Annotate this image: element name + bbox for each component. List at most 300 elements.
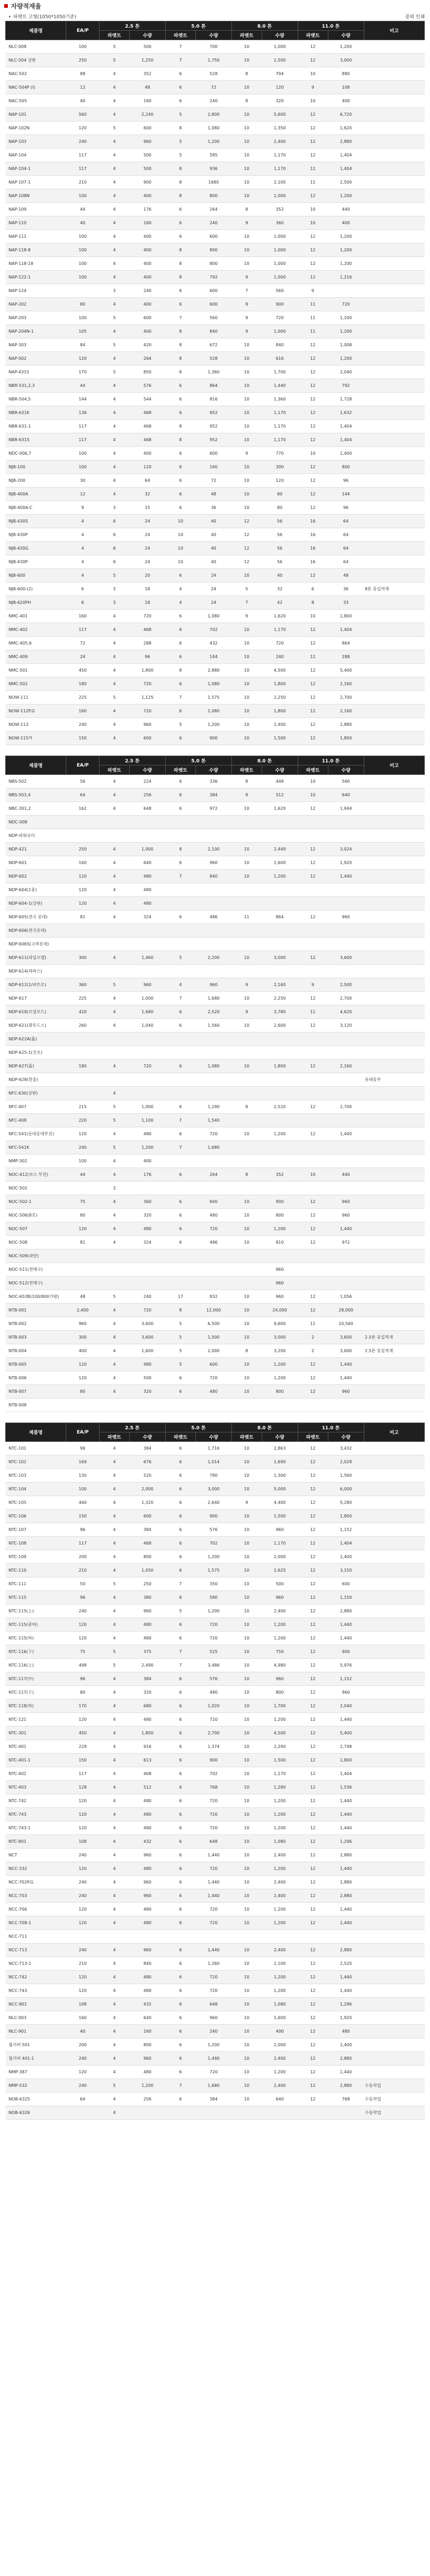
note-cell — [364, 992, 424, 1005]
note-cell — [364, 1100, 424, 1114]
value-cell — [328, 1114, 364, 1127]
value-cell: 12 — [298, 433, 328, 447]
table-row — [6, 637, 425, 650]
product-name-cell: NAP-111 — [6, 230, 66, 244]
value-cell: 4 — [99, 1957, 129, 1971]
value-cell: 800 — [262, 1686, 298, 1699]
value-cell: 1,080 — [195, 677, 231, 691]
table-header: 2.5 톤 — [99, 21, 165, 31]
value-cell: 12 — [298, 992, 328, 1005]
value-cell: 2,748 — [328, 1740, 364, 1754]
value-cell: 120 — [66, 1916, 99, 1930]
note-cell — [364, 54, 424, 67]
value-cell: 1,152 — [328, 1672, 364, 1686]
value-cell: 12 — [298, 40, 328, 54]
note-cell — [364, 555, 424, 569]
note-cell — [364, 311, 424, 325]
table-row — [6, 1903, 425, 1916]
value-cell: 4 — [99, 718, 129, 732]
table-row — [6, 856, 425, 870]
value-cell: 3,600 — [130, 1331, 166, 1344]
value-cell: 1,000 — [130, 843, 166, 856]
product-name-cell: NBS-503,4 — [6, 788, 66, 802]
value-cell: 120 — [66, 1358, 99, 1371]
value-cell: 640 — [262, 2093, 298, 2106]
value-cell: 12 — [298, 1984, 328, 1998]
value-cell — [328, 2106, 364, 2120]
value-cell: 2,449 — [262, 843, 298, 856]
value-cell: 4 — [99, 610, 129, 623]
note-cell — [364, 569, 424, 582]
value-cell: 12 — [298, 569, 328, 582]
value-cell: 500 — [262, 1577, 298, 1591]
value-cell: 864 — [262, 910, 298, 924]
value-cell: 1,500 — [262, 1754, 298, 1767]
value-cell: 720 — [195, 1127, 231, 1141]
value-cell: 10 — [231, 1903, 262, 1916]
value-cell: 2,600 — [262, 1019, 298, 1032]
product-name-cell: NMC-405,6 — [6, 637, 66, 650]
note-cell — [364, 1046, 424, 1060]
value-cell: 1,350 — [262, 121, 298, 135]
product-name-cell: NTC-102 — [6, 1455, 66, 1469]
value-cell: 1,800 — [328, 732, 364, 745]
product-name-cell: NTC-108 — [6, 1537, 66, 1550]
value-cell: 600 — [130, 1510, 166, 1523]
note-cell — [364, 1835, 424, 1849]
value-cell: 4 — [99, 1550, 129, 1564]
value-cell: 400 — [130, 298, 166, 311]
product-name-cell: NJB-430G — [6, 542, 66, 555]
value-cell: 10 — [231, 366, 262, 379]
value-cell: 6 — [165, 460, 195, 474]
value-cell: 8 — [165, 271, 195, 284]
product-name-cell: NJB-200 — [6, 474, 66, 488]
value-cell: 8 — [165, 162, 195, 176]
value-cell: 864 — [328, 637, 364, 650]
value-cell: 4 — [99, 1344, 129, 1358]
table-header: 11.0 톤 — [298, 21, 364, 31]
note-cell — [364, 1005, 424, 1019]
note-cell — [364, 596, 424, 610]
value-cell: 3,600 — [328, 951, 364, 965]
value-cell: 12 — [298, 1645, 328, 1659]
value-cell: 10 — [231, 406, 262, 420]
value-cell: 4 — [99, 870, 129, 883]
value-cell: 768 — [195, 1781, 231, 1794]
value-cell: 130 — [66, 1469, 99, 1483]
table-row — [6, 677, 425, 691]
value-cell: 4 — [99, 1564, 129, 1577]
value-cell: 6 — [165, 1168, 195, 1182]
product-name-cell: NTC-104 — [6, 1483, 66, 1496]
table-header: 2.5 톤 — [99, 756, 165, 765]
value-cell: 480 — [130, 1794, 166, 1808]
table-header: EA/P — [66, 1423, 99, 1442]
value-cell: 4 — [99, 732, 129, 745]
value-cell: 5 — [165, 1331, 195, 1344]
table-header: 제품명 — [6, 1423, 66, 1442]
table-row — [6, 1371, 425, 1385]
table-header: 파렛트 — [298, 1432, 328, 1442]
value-cell: 12 — [298, 1523, 328, 1537]
value-cell: 1,440 — [328, 2065, 364, 2079]
value-cell: 720 — [195, 1971, 231, 1984]
value-cell — [298, 883, 328, 897]
value-cell: 1,404 — [328, 1767, 364, 1781]
note-cell — [364, 704, 424, 718]
value-cell: 12 — [298, 488, 328, 501]
value-cell: 672 — [195, 338, 231, 352]
product-name-cell: NDP-617 — [6, 992, 66, 1005]
value-cell: 170 — [66, 366, 99, 379]
value-cell: 12 — [298, 664, 328, 677]
value-cell: 6 — [165, 910, 195, 924]
value-cell: 10 — [231, 1195, 262, 1209]
product-name-cell: NOW-111 — [6, 691, 66, 704]
value-cell: 10 — [298, 67, 328, 81]
table-row — [6, 2106, 425, 2120]
value-cell: 8 — [165, 338, 195, 352]
note-cell — [364, 1849, 424, 1862]
note-cell — [364, 1930, 424, 1943]
table-row — [6, 1385, 425, 1399]
value-cell: 4 — [99, 1672, 129, 1686]
value-cell: 10 — [231, 1672, 262, 1686]
note-cell — [364, 149, 424, 162]
value-cell: 81 — [66, 910, 99, 924]
value-cell: 720 — [195, 1903, 231, 1916]
note-cell — [364, 610, 424, 623]
value-cell: 12 — [298, 1903, 328, 1916]
product-name-cell: NJB-430P — [6, 555, 66, 569]
value-cell: 42 — [262, 596, 298, 610]
value-cell: 1,080 — [195, 610, 231, 623]
value-cell: 480 — [130, 897, 166, 910]
product-name-cell: NCC-801 — [6, 1998, 66, 2011]
table-header: 수량 — [328, 31, 364, 40]
value-cell: 3 — [99, 501, 129, 515]
value-cell: 2,880 — [328, 1605, 364, 1618]
note-cell — [364, 1277, 424, 1290]
product-name-cell: NTC-115 — [6, 1591, 66, 1605]
value-cell: 4 — [99, 298, 129, 311]
value-cell: 720 — [195, 1222, 231, 1236]
note-cell — [364, 1645, 424, 1659]
value-cell: 4 — [66, 542, 99, 555]
note-cell — [364, 1510, 424, 1523]
value-cell: 7 — [165, 870, 195, 883]
value-cell: 952 — [195, 433, 231, 447]
value-cell: 56 — [262, 542, 298, 555]
value-cell: 4 — [99, 406, 129, 420]
value-cell: 4 — [99, 1781, 129, 1794]
value-cell: 10 — [231, 176, 262, 189]
value-cell: 4 — [99, 1168, 129, 1182]
value-cell: 120 — [66, 897, 99, 910]
value-cell: 3,000 — [262, 951, 298, 965]
note-cell — [364, 2038, 424, 2052]
note-cell — [364, 94, 424, 108]
product-name-cell: NTC-115(上) — [6, 1605, 66, 1618]
note-cell — [364, 691, 424, 704]
value-cell: 24,000 — [262, 1304, 298, 1317]
table-row — [6, 1455, 425, 1469]
value-cell: 4 — [99, 623, 129, 637]
value-cell: 468 — [130, 420, 166, 433]
value-cell: 8 — [165, 176, 195, 189]
value-cell: 10 — [231, 732, 262, 745]
note-cell — [364, 718, 424, 732]
value-cell — [165, 1399, 195, 1412]
value-cell: 12 — [298, 1469, 328, 1483]
value-cell: 12 — [298, 1971, 328, 1984]
load-rate-table — [5, 756, 425, 1412]
value-cell: 1,200 — [130, 1141, 166, 1155]
value-cell: 10 — [231, 1618, 262, 1632]
value-cell: 64 — [328, 528, 364, 542]
value-cell: 10 — [231, 1686, 262, 1699]
value-cell: 480 — [130, 1632, 166, 1645]
product-name-cell: NDP-628(한울) — [6, 1073, 66, 1087]
value-cell: 10 — [231, 992, 262, 1005]
value-cell: 1,560 — [328, 1469, 364, 1483]
product-name-cell: NTC-121 — [6, 1713, 66, 1727]
value-cell: 10 — [231, 54, 262, 67]
value-cell: 1,536 — [328, 1781, 364, 1794]
value-cell — [262, 1141, 298, 1155]
product-name-cell: NOC-512(전매구) — [6, 1277, 66, 1290]
value-cell — [262, 924, 298, 938]
table-row — [6, 1358, 425, 1371]
value-cell: 2,520 — [328, 1957, 364, 1971]
value-cell: 10 — [231, 1019, 262, 1032]
table-row — [6, 1249, 425, 1263]
value-cell: 4 — [99, 897, 129, 910]
value-cell: 2,400 — [328, 1550, 364, 1564]
value-cell: 6 — [165, 623, 195, 637]
table-row — [6, 1659, 425, 1672]
value-cell: 12 — [298, 244, 328, 257]
value-cell — [328, 816, 364, 829]
value-cell: 40 — [195, 542, 231, 555]
value-cell — [66, 965, 99, 978]
table-row — [6, 189, 425, 203]
product-name-cell: NMC-401 — [6, 610, 66, 623]
table-row — [6, 271, 425, 284]
value-cell: 120 — [66, 1713, 99, 1727]
value-cell: 1,440 — [195, 1849, 231, 1862]
value-cell: 7 — [165, 992, 195, 1005]
value-cell: 4 — [99, 1469, 129, 1483]
note-cell — [364, 1141, 424, 1155]
value-cell: 4 — [99, 677, 129, 691]
note-cell — [364, 1114, 424, 1127]
product-name-cell: NDP-618(로열로드) — [6, 1005, 66, 1019]
value-cell: 960 — [262, 1672, 298, 1686]
value-cell: 9 — [231, 298, 262, 311]
value-cell: 12 — [298, 135, 328, 149]
value-cell: 5,600 — [262, 108, 298, 121]
note-cell — [364, 924, 424, 938]
value-cell — [328, 1182, 364, 1195]
value-cell: 432 — [130, 1998, 166, 2011]
value-cell: 12 — [298, 2011, 328, 2025]
product-name-cell: NTC-401-1 — [6, 1754, 66, 1767]
value-cell: 720 — [195, 1984, 231, 1998]
product-name-cell: NBR-631-1 — [6, 420, 66, 433]
value-cell: 12 — [298, 1835, 328, 1849]
note-cell — [364, 1455, 424, 1469]
value-cell — [195, 816, 231, 829]
value-cell: 2,520 — [262, 1100, 298, 1114]
print-link[interactable]: 중외 인쇄 — [405, 14, 425, 20]
value-cell: 3,600 — [328, 1331, 364, 1344]
value-cell: 2,160 — [328, 704, 364, 718]
table-row — [6, 732, 425, 745]
value-cell: 6 — [165, 1060, 195, 1073]
value-cell: 800 — [195, 244, 231, 257]
value-cell: 4 — [99, 1713, 129, 1727]
value-cell — [165, 1277, 195, 1290]
value-cell: 10 — [231, 149, 262, 162]
value-cell: 6 — [165, 732, 195, 745]
value-cell: 1,440 — [328, 1821, 364, 1835]
value-cell: 640 — [130, 2011, 166, 2025]
table-row — [6, 1916, 425, 1930]
value-cell: 3,780 — [262, 1005, 298, 1019]
value-cell: 6 — [165, 230, 195, 244]
table-row — [6, 816, 425, 829]
value-cell: 9 — [231, 311, 262, 325]
value-cell: 1,000 — [262, 230, 298, 244]
value-cell: 100 — [66, 244, 99, 257]
value-cell: 2,160 — [262, 978, 298, 992]
value-cell: 7 — [165, 311, 195, 325]
table-header: 파렛트 — [99, 765, 129, 775]
value-cell: 6 — [165, 1195, 195, 1209]
value-cell: 1,170 — [262, 406, 298, 420]
product-name-cell: NLC-504 상판 — [6, 54, 66, 67]
table-row — [6, 1304, 425, 1317]
note-cell — [364, 1591, 424, 1605]
value-cell: 528 — [195, 67, 231, 81]
value-cell: 6 — [165, 1222, 195, 1236]
table-header: 제품명 — [6, 756, 66, 775]
note-cell — [364, 1127, 424, 1141]
value-cell: 1,200 — [195, 1550, 231, 1564]
value-cell: 640 — [328, 788, 364, 802]
value-cell: 10 — [231, 718, 262, 732]
value-cell: 72 — [195, 81, 231, 94]
value-cell — [298, 938, 328, 951]
value-cell: 525 — [195, 1645, 231, 1659]
value-cell: 2,400 — [66, 1304, 99, 1317]
value-cell: 12 — [298, 1808, 328, 1821]
value-cell: 800 — [130, 1550, 166, 1564]
value-cell — [328, 1277, 364, 1290]
value-cell: 150 — [66, 1510, 99, 1523]
value-cell: 1,200 — [262, 1632, 298, 1645]
value-cell: 4 — [99, 189, 129, 203]
value-cell: 720 — [262, 637, 298, 650]
table-row — [6, 135, 425, 149]
product-name-cell: NDP-파워슈터 — [6, 829, 66, 843]
value-cell: 12 — [298, 1686, 328, 1699]
value-cell: 6 — [165, 1537, 195, 1550]
value-cell — [298, 965, 328, 978]
product-name-cell: NTC-111 — [6, 1577, 66, 1591]
value-cell: 12 — [298, 2038, 328, 2052]
note-cell — [364, 1032, 424, 1046]
value-cell: 6 — [165, 1835, 195, 1849]
value-cell: 6,500 — [195, 1317, 231, 1331]
value-cell: 900 — [195, 1754, 231, 1767]
value-cell: 1,440 — [195, 1876, 231, 1889]
value-cell: 80 — [262, 488, 298, 501]
product-name-cell: NTC-401 — [6, 1740, 66, 1754]
value-cell: 12 — [298, 1442, 328, 1455]
value-cell: 12 — [298, 1195, 328, 1209]
value-cell: 10 — [165, 555, 195, 569]
value-cell: 4 — [99, 1222, 129, 1236]
value-cell: 3,120 — [328, 1019, 364, 1032]
product-name-cell: NDP-606(전극롯데) — [6, 924, 66, 938]
value-cell: 80 — [66, 1385, 99, 1399]
value-cell: 480 — [130, 1358, 166, 1371]
note-cell — [364, 257, 424, 271]
value-cell: 800 — [195, 189, 231, 203]
product-name-cell: NLC-901 — [6, 2025, 66, 2038]
table-row — [6, 1930, 425, 1943]
value-cell: 10 — [231, 81, 262, 94]
value-cell: 6 — [165, 1564, 195, 1577]
value-cell: 10 — [231, 108, 262, 121]
note-cell — [364, 1195, 424, 1209]
value-cell: 12 — [298, 230, 328, 244]
value-cell: 4 — [99, 1510, 129, 1523]
product-name-cell: NTC-106 — [6, 1510, 66, 1523]
value-cell — [66, 924, 99, 938]
value-cell: 120 — [66, 1127, 99, 1141]
value-cell: 480 — [130, 1222, 166, 1236]
value-cell: 12 — [298, 1371, 328, 1385]
value-cell: 6 — [165, 1998, 195, 2011]
value-cell: 1680 — [195, 176, 231, 189]
value-cell: 2,400 — [262, 2052, 298, 2065]
table-row — [6, 149, 425, 162]
value-cell: 800 — [130, 2038, 166, 2052]
product-name-cell: NMC-502 — [6, 677, 66, 691]
table-header: 수량 — [262, 31, 298, 40]
value-cell: 4 — [99, 2106, 129, 2120]
value-cell: 2,800 — [195, 108, 231, 121]
value-cell: 7 — [165, 1645, 195, 1659]
value-cell: 500 — [130, 40, 166, 54]
value-cell: 12 — [298, 1632, 328, 1645]
value-cell: 117 — [66, 433, 99, 447]
value-cell: 1,100 — [328, 311, 364, 325]
note-cell — [364, 938, 424, 951]
note-cell — [364, 298, 424, 311]
value-cell: 512 — [262, 788, 298, 802]
value-cell: 120 — [66, 1222, 99, 1236]
value-cell — [328, 1046, 364, 1060]
value-cell: 10 — [231, 1767, 262, 1781]
value-cell: 480 — [130, 1862, 166, 1876]
value-cell: 12 — [231, 528, 262, 542]
value-cell: 28,000 — [328, 1304, 364, 1317]
